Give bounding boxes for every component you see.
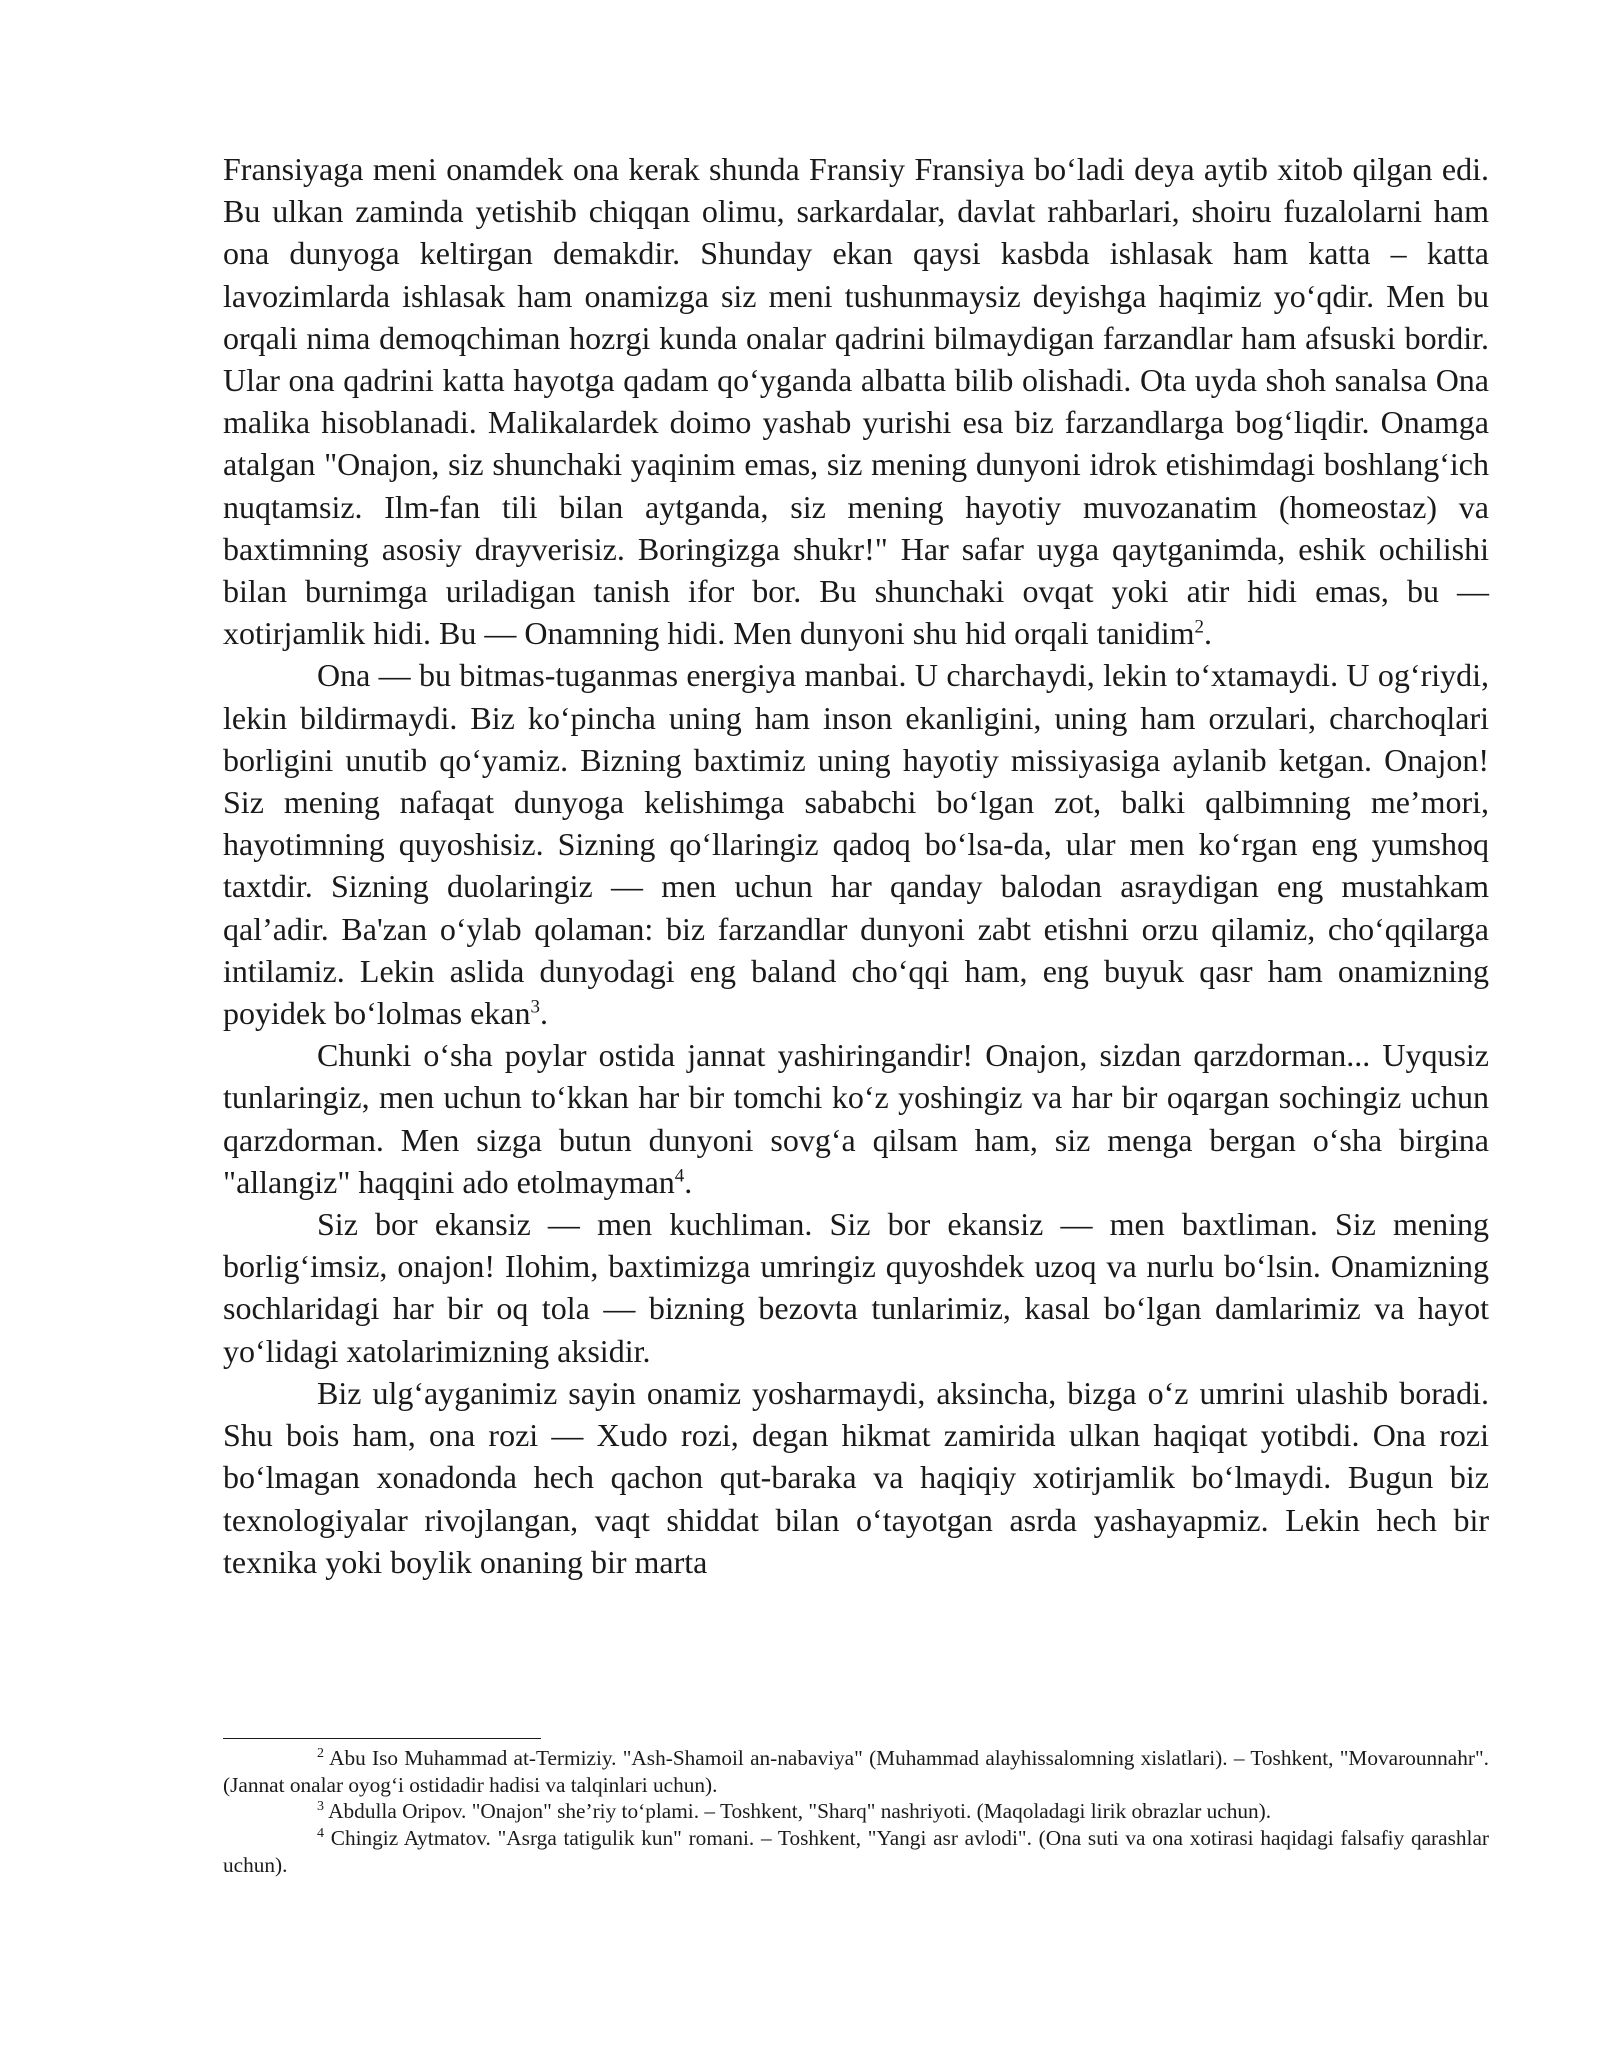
footnote-reference[interactable]: 4 — [674, 1165, 685, 1187]
footnote-text: Abu Iso Muhammad at-Termiziy. "Ash-Shamoil an-nabaviya" (Muhammad alayhissalomning xislatlari). – Toshkent, "Movarounnahr". (Jannat onalar oyog‘i ostidadir hadisi va talqinlari uchun). — [223, 1746, 1489, 1797]
paragraph — [223, 148, 1489, 654]
paragraph — [223, 1034, 1489, 1203]
paragraph — [223, 654, 1489, 1034]
footnote-text: Abdulla Oripov. "Onajon" she’riy to‘plami. – Toshkent, "Sharq" nashriyoti. (Maqoladagi lirik obrazlar uchun). — [328, 1799, 1272, 1824]
footnote-separator — [223, 1738, 541, 1739]
paragraph-text: Fransiyaga meni onamdek ona kerak shunda Fransiy Fransiya bo‘ladi deya aytib xitob qilgan edi. Bu ulkan zaminda yetishib chiqqan olimu, sarkardalar, davlat rahbarlari, shoiru fuzalolarni ham ona dunyoga keltirgan demakdir. Shunday ekan qaysi kasbda ishlasak ham katta – katta lavozimlarda ishlasak ham onamizga siz meni tushunmaysiz deyishga haqimiz yo‘qdir. Men bu orqali nima demoqchiman hozrgi kunda onalar qadrini bilmaydigan farzandlar ham afsuski bordir. Ular ona qadrini katta hayotga qadam qo‘yganda albatta bilib olishadi. Ota uyda shoh sanalsa Ona malika hisoblanadi. Malikalardek doimo yashab yurishi esa biz farzandlarga bog‘liqdir. Onamga atalgan "Onajon, siz shunchaki yaqinim emas, siz mening dunyoni idrok etishimdagi boshlang‘ich nuqtamsiz. Ilm-fan tili bilan aytganda, siz mening hayotiy muvozanatim (homeostaz) va baxtimning asosiy drayverisiz. Boringizga shukr!" Har safar uyga qaytganimda, eshik ochilishi bilan burnimga uriladigan tanish ifor bor. Bu shunchaki ovqat yoki atir hidi emas, bu — xotirjamlik hidi. Bu — Onamning hidi. Men dunyoni shu hid orqali tanidim — [223, 151, 1489, 652]
paragraph-end: . — [684, 1163, 693, 1200]
footnote-number: 4 — [317, 1826, 324, 1842]
footnote-text: Chingiz Aytmatov. "Asrga tatigulik kun" romani. – Toshkent, "Yangi asr avlodi". (Ona suti va ona xotirasi haqidagi falsafiy qarashlar uchun). — [223, 1826, 1490, 1877]
footnote-reference[interactable]: 2 — [1194, 616, 1204, 638]
footnote — [223, 1825, 1489, 1878]
paragraph-end: . — [1204, 615, 1212, 652]
footnotes — [223, 1745, 1489, 1879]
footnote-reference[interactable]: 3 — [530, 996, 540, 1018]
footnote-number: 3 — [317, 1799, 324, 1815]
paragraph-text: Biz ulg‘ayganimiz sayin onamiz yosharmaydi, aksincha, bizga o‘z umrini ulashib boradi. Shu bois ham, ona rozi — Xudo rozi, degan hikmat zamirida ulkan haqiqat yotibdi. Ona rozi bo‘lmagan xonadonda hech qachon qut-baraka va haqiqiy xotirjamlik bo‘lmaydi. Bugun biz texnologiyalar rivojlangan, vaqt shiddat bilan o‘tayotgan asrda yashayapmiz. Lekin hech bir texnika yoki boylik onaning bir marta — [223, 1374, 1489, 1580]
paragraph — [223, 1372, 1489, 1583]
footnote-number: 2 — [317, 1745, 324, 1761]
footnote — [223, 1798, 1489, 1825]
paragraph-end: . — [539, 995, 548, 1032]
paragraph-text: Ona — bu bitmas-tuganmas energiya manbai. U charchaydi, lekin to‘xtamaydi. U og‘riydi, lekin bildirmaydi. Biz ko‘pincha uning ham inson ekanligini, uning ham orzulari, charchoqlari borligini unutib qo‘yamiz. Bizning baxtimiz uning hayotiy missiyasiga aylanib ketgan. Onajon! Siz mening nafaqat dunyoga kelishimga sababchi bo‘lgan zot, balki qalbimning me’mori, hayotimning quyoshisiz. Sizning qo‘llaringiz qadoq bo‘lsa-da, ular men ko‘rgan eng yumshoq taxtdir. Sizning duolaringiz — men uchun har qanday balodan asraydigan eng mustahkam qal’adir. Ba'zan o‘ylab qolaman: biz farzandlar dunyoni zabt etishni orzu qilamiz, cho‘qqilarga intilamiz. Lekin aslida dunyodagi eng baland cho‘qqi ham, eng buyuk qasr ham onamizning poyidek bo‘lolmas ekan — [223, 657, 1489, 1032]
paragraph-text: Chunki o‘sha poylar ostida jannat yashiringandir! Onajon, sizdan qarzdorman... Uyqusiz tunlaringiz, men uchun to‘kkan har bir tomchi ko‘z yoshingiz va har bir oqargan sochingiz uchun qarzdorman. Men sizga butun dunyoni sovg‘a qilsam ham, siz menga bergan o‘sha birgina "allangiz" haqqini ado etolmayman — [223, 1037, 1489, 1200]
body-text — [223, 148, 1489, 1583]
paragraph — [223, 1203, 1489, 1372]
footnote — [223, 1745, 1489, 1798]
paragraph-text: Siz bor ekansiz — men kuchliman. Siz bor ekansiz — men baxtliman. Siz mening borlig‘imsiz, onajon! Ilohim, baxtimizga umringiz quyoshdek uzoq va nurlu bo‘lsin. Onamizning sochlaridagi har bir oq tola — bizning bezovta tunlarimiz, kasal bo‘lgan damlarimiz va hayot yo‘lidagi xatolarimizning aksidir. — [223, 1206, 1489, 1369]
